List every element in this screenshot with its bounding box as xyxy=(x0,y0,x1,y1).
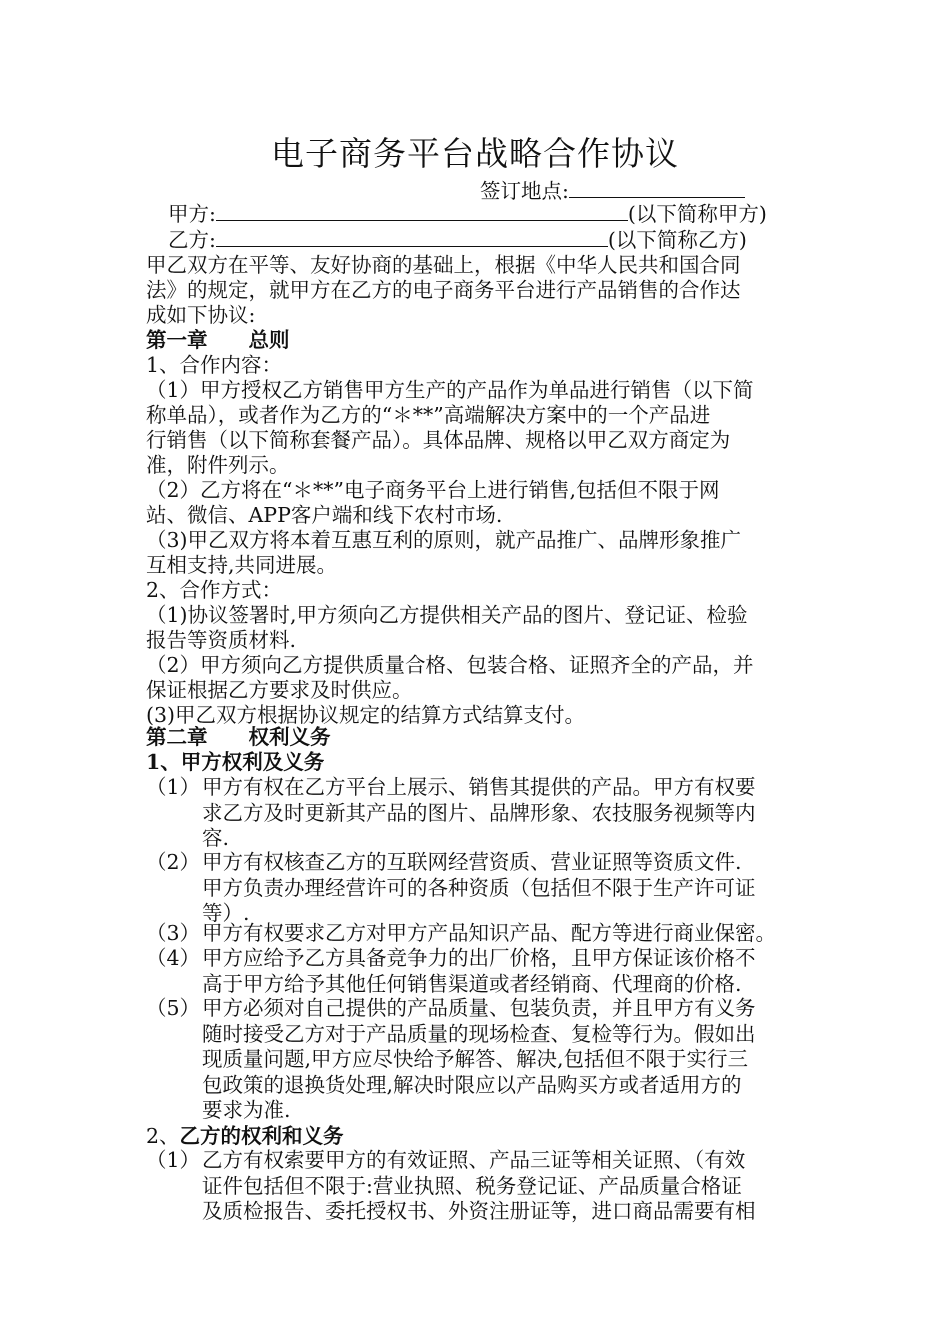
item-number: （1） xyxy=(146,1148,201,1172)
item-line: 甲方有权要求乙方对甲方产品知识产品、配方等进行商业保密。 xyxy=(202,921,776,945)
paragraph-line: （2）乙方将在“＊**”电子商务平台上进行销售,包括但不限于网 xyxy=(146,478,720,502)
paragraph-line: 行销售（以下简称套餐产品）。具体品牌、规格以甲乙双方商定为 xyxy=(146,428,731,452)
paragraph-line: 称单品），或者作为乙方的“＊**”高端解决方案中的一个产品进 xyxy=(146,403,711,427)
list-item xyxy=(146,775,826,852)
list-item xyxy=(146,850,826,927)
item-line: 甲方负责办理经营许可的各种资质（包括但不限于生产许可证 xyxy=(202,875,756,900)
item-number: （2） xyxy=(146,850,201,874)
section-heading xyxy=(146,1123,344,1149)
section-title: 乙方的权利和义务 xyxy=(179,1124,344,1148)
item-line: 容. xyxy=(202,826,230,850)
item-line: 甲方必须对自己提供的产品质量、包装负责，并且甲方有义务 xyxy=(202,996,756,1020)
item-line: 求乙方及时更新其产品的图片、品牌形象、农技服务视频等内 xyxy=(202,800,756,825)
section-number: 2、 xyxy=(146,1124,180,1148)
party-b-suffix: (以下简称乙方) xyxy=(607,228,747,252)
item-line: 随时接受乙方对于产品质量的现场检查、复检等行为。假如出 xyxy=(202,1021,756,1046)
paragraph-line: 准，附件列示。 xyxy=(146,453,290,477)
item-line: 等）. xyxy=(202,901,250,925)
chapter-heading: 第一章 总则 xyxy=(146,328,290,352)
sign-place-label: 签订地点: xyxy=(480,179,569,203)
paragraph-line: 保证根据乙方要求及时供应。 xyxy=(146,678,413,702)
item-number: （3） xyxy=(146,921,201,945)
document-title: 电子商务平台战略合作协议 xyxy=(271,134,679,173)
paragraph-line: (3)甲乙双方根据协议规定的结算方式结算支付。 xyxy=(146,703,586,727)
intro-line: 法》的规定，就甲方在乙方的电子商务平台进行产品销售的合作达 xyxy=(146,278,741,302)
item-line: 证件包括但不限于:营业执照、税务登记证、产品质量合格证 xyxy=(202,1173,742,1198)
intro-line: 甲乙双方在平等、友好协商的基础上，根据《中华人民共和国合同 xyxy=(146,253,741,277)
list-item xyxy=(146,996,826,1124)
party-a-row xyxy=(168,200,767,227)
party-a-label: 甲方: xyxy=(168,202,216,226)
item-line: 甲方应给予乙方具备竞争力的出厂价格，且甲方保证该价格不 xyxy=(202,946,756,970)
chapter-heading: 第二章 权利义务 xyxy=(146,725,331,749)
paragraph-line: 报告等资质材料. xyxy=(146,628,297,652)
party-b-row xyxy=(168,226,747,253)
section-heading: 1、合作内容： xyxy=(146,353,283,377)
list-item xyxy=(146,1148,826,1225)
list-item xyxy=(146,921,846,947)
paragraph-line: （2）甲方须向乙方提供质量合格、包装合格、证照齐全的产品，并 xyxy=(146,653,754,677)
paragraph-line: 站、微信、APP客户端和线下农村市场. xyxy=(146,503,503,527)
paragraph-line: （3)甲乙双方将本着互惠互利的原则，就产品推广、品牌形象推广 xyxy=(146,528,742,552)
section-heading: 2、合作方式： xyxy=(146,578,283,602)
sign-place-blank xyxy=(569,177,745,198)
party-a-suffix: (以下简称甲方) xyxy=(627,202,767,226)
paragraph-line: （1）甲方授权乙方销售甲方生产的产品作为单品进行销售（以下简 xyxy=(146,378,754,402)
item-line: 乙方有权索要甲方的有效证照、产品三证等相关证照、（有效 xyxy=(202,1148,746,1172)
item-line: 甲方有权核查乙方的互联网经营资质、营业证照等资质文件. xyxy=(202,850,742,874)
paragraph-line: （1)协议签署时,甲方须向乙方提供相关产品的图片、登记证、检验 xyxy=(146,603,748,627)
party-a-blank xyxy=(216,200,628,221)
party-b-label: 乙方: xyxy=(168,228,216,252)
party-b-blank xyxy=(216,226,608,247)
item-line: 要求为准. xyxy=(202,1098,291,1122)
intro-line: 成如下协议: xyxy=(146,303,256,327)
item-line: 现质量问题,甲方应尽快给予解答、解决,包括但不限于实行三 xyxy=(202,1047,749,1071)
item-line: 甲方有权在乙方平台上展示、销售其提供的产品。甲方有权要 xyxy=(202,775,756,799)
paragraph-line: 互相支持,共同进展。 xyxy=(146,553,338,577)
item-number: （5） xyxy=(146,996,201,1020)
item-number: （1） xyxy=(146,775,201,799)
item-number: （4） xyxy=(146,946,201,970)
section-heading: 1、甲方权利及义务 xyxy=(146,750,325,774)
item-line: 及质检报告、委托授权书、外资注册证等，进口商品需要有相 xyxy=(202,1199,756,1223)
item-line: 高于甲方给予其他任何销售渠道或者经销商、代理商的价格. xyxy=(202,971,742,996)
item-line: 包政策的退换货处理,解决时限应以产品购买方或者适用方的 xyxy=(202,1072,742,1097)
list-item xyxy=(146,946,826,997)
